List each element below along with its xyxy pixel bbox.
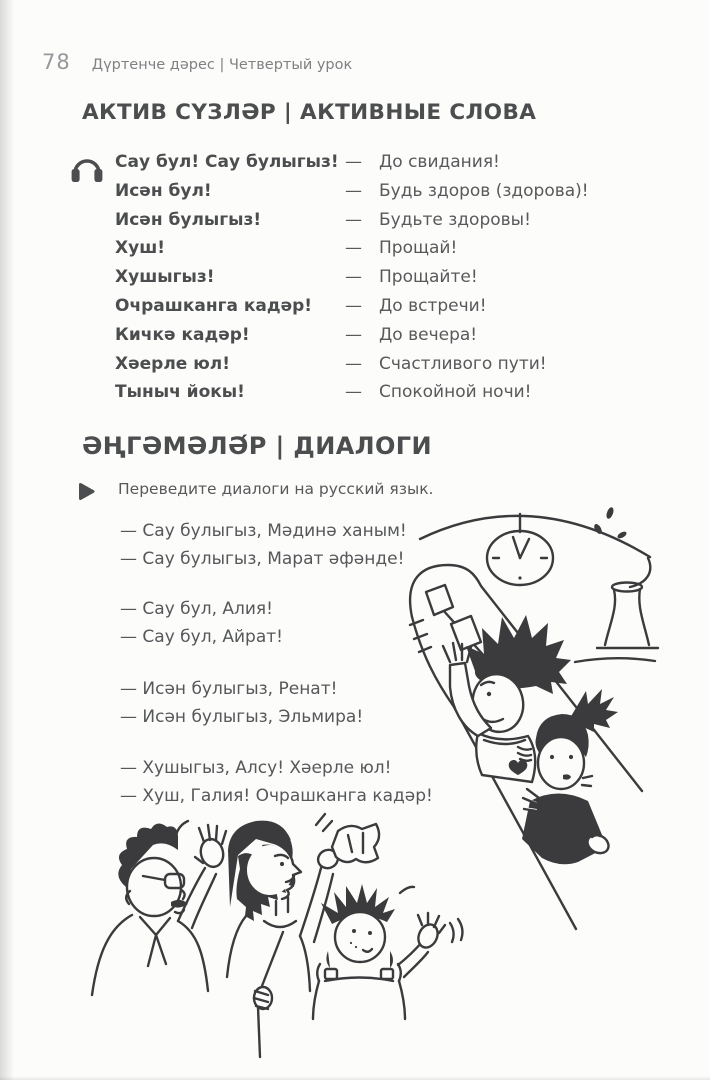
- vocab-tatar: Исән булыгыз!: [115, 209, 262, 230]
- vocab-dash: —: [345, 267, 362, 288]
- vocab-row: [115, 378, 660, 407]
- headphones-icon: [68, 149, 106, 187]
- lesson-header: Дүртенче дәрес | Четвертый урок: [91, 57, 353, 73]
- vocab-russian: Спокойной ночи!: [379, 382, 532, 403]
- heart-icon: [509, 760, 528, 775]
- dialogue-group: [120, 596, 283, 651]
- vocab-russian: Прощай!: [379, 238, 458, 259]
- vocab-row: [115, 177, 660, 206]
- vocab-tatar: Исән бул!: [115, 180, 212, 201]
- vocab-russian: Прощайте!: [379, 267, 478, 288]
- dialogue-line: — Сау булыгыз, Мәдинә ханым!: [120, 521, 407, 541]
- running-head: [42, 50, 352, 74]
- vocab-row: [115, 321, 660, 350]
- dialogue-group: [120, 518, 407, 573]
- dialogue-line: — Сау бул, Алия!: [120, 599, 273, 619]
- vocab-dash: —: [345, 324, 362, 345]
- vocab-dash: —: [345, 180, 362, 201]
- page-number: 78: [42, 50, 71, 74]
- vocab-row: [115, 206, 660, 235]
- train-drawing: [410, 565, 642, 929]
- vocab-row: [115, 350, 660, 379]
- dialogue-group: [120, 676, 363, 731]
- vocab-tatar: Тыныч йокы!: [115, 382, 245, 403]
- vocab-russian: До свидания!: [379, 152, 500, 172]
- father-drawing: [92, 821, 226, 995]
- vocab-dash: —: [345, 238, 362, 259]
- vocab-tatar: Хәерле юл!: [115, 353, 230, 374]
- station-arch-drawing: [420, 516, 650, 557]
- vocab-row: [115, 234, 660, 263]
- vocab-row: [115, 263, 660, 292]
- dialogue-line: — Исән булыгыз, Эльмира!: [120, 706, 364, 727]
- dialogue-line: — Хуш, Галия! Очрашканга кадәр!: [120, 785, 433, 806]
- boy-drawing: [313, 884, 462, 1019]
- vocab-row: [115, 292, 660, 321]
- dialogue-line: — Сау булыгыз, Марат әфәнде!: [120, 548, 405, 569]
- dialogue-group: [120, 755, 433, 810]
- active-words-heading: АКТИВ СҮЗЛӘР | АКТИВНЫЕ СЛОВА: [82, 100, 537, 125]
- task-text: Переведите диалоги на русский язык.: [118, 480, 434, 498]
- train-man-drawing: [443, 615, 571, 782]
- vocab-dash: —: [345, 209, 362, 230]
- station-clock-drawing: [487, 514, 553, 585]
- vocab-tatar: Хуш!: [115, 238, 165, 259]
- vocab-tatar: Кичкә кадәр!: [115, 324, 250, 345]
- vocab-tatar: Хушыгыз!: [115, 267, 215, 288]
- dialogue-line: — Сау бул, Айрат!: [120, 626, 283, 647]
- vocab-dash: —: [345, 382, 362, 403]
- vocab-russian: Счастливого пути!: [379, 353, 547, 374]
- fountain-column-drawing: [575, 506, 658, 662]
- vocab-dash: —: [345, 353, 362, 374]
- vocab-russian: До вечера!: [379, 324, 478, 345]
- mother-drawing: [227, 814, 379, 1057]
- task-row: [78, 480, 434, 501]
- vocab-dash: —: [345, 152, 362, 172]
- vocab-russian: Будьте здоровы!: [379, 209, 531, 230]
- vocab-russian: Будь здоров (здорова)!: [379, 180, 589, 201]
- vocab-dash: —: [345, 295, 362, 316]
- dialogue-line: — Хушыгыз, Алсу! Хәерле юл!: [120, 758, 392, 778]
- train-girl-drawing: [522, 689, 618, 864]
- vocab-row: [115, 148, 660, 177]
- vocab-list: [115, 148, 660, 407]
- vocab-russian: До встречи!: [379, 295, 487, 316]
- vocab-tatar: Очрашканга кадәр!: [115, 295, 313, 316]
- play-triangle-icon: [78, 482, 95, 501]
- dialogues-heading: ӘҢГӘМӘЛӘ́Р | ДИАЛОГИ: [82, 432, 432, 460]
- dialogue-line: — Исән булыгыз, Ренат!: [120, 679, 338, 699]
- vocab-tatar: Сау бул! Сау булыгыз!: [115, 152, 339, 172]
